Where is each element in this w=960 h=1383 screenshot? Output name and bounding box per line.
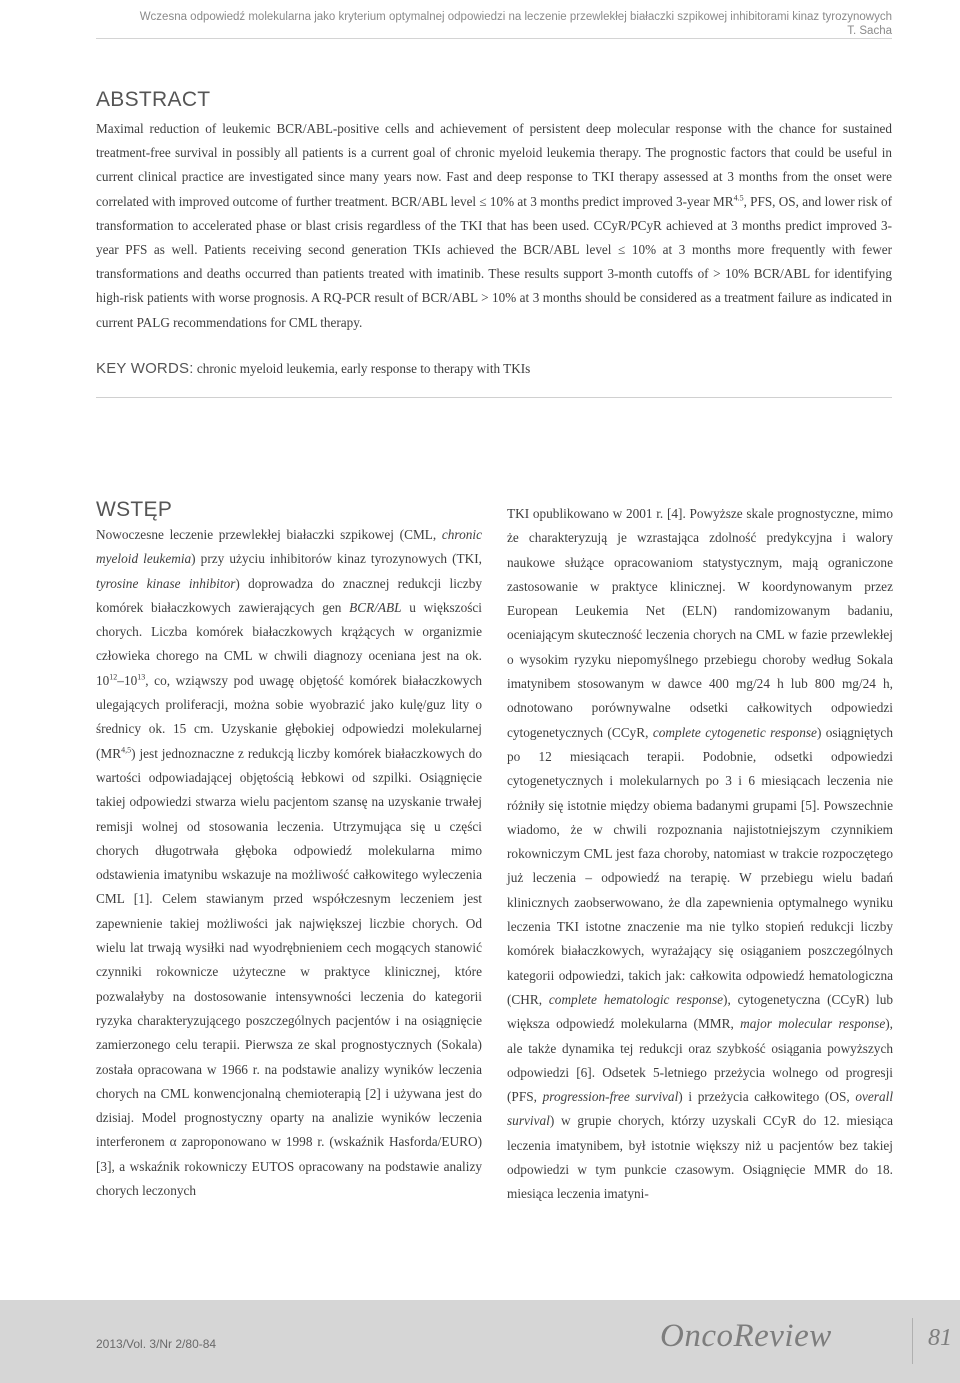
running-title: Wczesna odpowiedź molekularna jako kryterium optymalnej odpowiedzi na leczenie przewlekłej białaczki szpikowej inhibitorami kinaz tyrozynowych [139,11,892,23]
left-italic-3: BCR/ABL [349,599,402,615]
left-text-7: ) jest jednoznaczne z redukcją liczby komórek białaczkowych do wartości odpowiadającej objętością łebkowi od szpilki. Osiągnięcie takiej odpowiedzi stwarza wielu pacjentom szansę na uzyskanie trwałej remisji wolnej od stosowania leczenia. Utrzymująca się u części chorych długotrwała głęboka odpowiedź molekularna mimo odstawienia imatynibu wskazuje na możliwość całkowitego wyleczenia CML [1]. Celem stawianym przed współczesnym leczeniem jest zapewnienie takiej możliwości jak największej liczbie chorych. Od wielu lat trwają wysiłki nad wyodrębnieniem cech mogących stanowić czynniki rokownicze użyteczne w praktyce klinicznej, które pozwalałyby na dostosowanie intensywności leczenia do kategorii ryzyka charakteryzującego poszczególnych pacjentów i na osiągnięcie zamierzonego celu terapii. Pierwsza ze skal prognostycznych (Sokala) została opracowana w 1966 r. na podstawie analizy wyników leczenia chorych na CML konwencjonalną chemioterapią [2] i używana jest do dzisiaj. Model prognostyczny oparty na analizie wyników leczenia interferonem α zaproponowano w 1998 r. (wskaźnik Hasforda/EURO) [3], a wskaźnik rokowniczy EUTOS opracowany na podstawie analizy chorych leczonych [96,745,482,1199]
abstract-part-2: , PFS, OS, and lower risk of transformation to accelerated phase or blast crisis regardless of the TKI that has been used. CCyR/PCyR achieved at 3 months predict improved 3-year PFS as well. Patients receiving second generation TKIs achieved the BCR/ABL level ≤ 10% at 3 months more frequently with fewer transformations and deaths occurred than patients treated with imatinib. These results support 3-month cutoffs of > 10% BCR/ABL for identifying high-risk patients with worse prognosis. A RQ-PCR result of BCR/ABL > 10% at 3 months should be considered as a treatment failure as indicated in current PALG recommendations for CML therapy. [96,193,892,330]
left-text-1: Nowoczesne leczenie przewlekłej białaczki szpikowej (CML, [96,527,442,542]
right-text-5: ) i przeżycia całkowitego (OS, [678,1089,856,1105]
abstract-text [96,117,892,335]
keywords [96,357,892,381]
left-text-5: –10 [117,672,138,688]
intro-heading: WSTĘP [96,498,173,521]
abstract-heading: ABSTRACT [96,88,211,111]
left-text-3: ) doprowadza do znacznej redukcji liczby komórek białaczkowych zawierających gen [96,575,482,615]
intro-left-column [96,523,482,1203]
right-italic-5: overall survival [507,1089,894,1129]
left-text-4: u większości chorych. Liczba komórek białaczkowych krążących w organizmie człowieka chorego na CML w chwili diagnozy oceniana jest na ok. 10 [96,599,482,688]
intro-right-column [507,502,893,1207]
right-text-1: TKI opublikowano w 2001 r. [4]. Powyższe skale prognostyczne, mimo że charakteryzują je wzrastająca zdolność predykcyjna i walory naukowe służące opracowaniom statystycznym, mają ograniczone zastosowanie w praktyce klinicznej. W koordynowanym przez European Leukemia Net (ELN) randomizowanym badaniu, oceniającym skuteczność leczenia chorych na CML w fazie przewlekłej o wysokim ryzyku niepomyślnego przebiegu choroby według Sokala imatynibem stosowanym w dawce 400 mg/24 h lub 800 mg/24 h, odnotowano porównywalne odsetki całkowitych odpowiedzi cytogenetycznych (CCyR, [507,506,893,740]
keywords-text: chronic myeloid leukemia, early response to therapy with TKIs [193,361,531,376]
keywords-label: KEY WORDS: [96,360,194,377]
page-number: 81 [928,1325,952,1351]
left-sup-1: 12 [109,672,118,682]
right-text-3: ), cytogenetyczna (CCyR) lub większa odpowiedź molekularna (MMR, [507,991,893,1032]
running-header [72,10,892,38]
left-text-6: , co, wziąwszy pod uwagę objętość komórek białaczkowych ulegających proliferacji, można sobie wyobrazić jako kulę/guz lity o średnicy ok. 15 cm. Uzyskanie głębokiej odpowiedzi molekularnej (MR [96,672,482,761]
journal-logo: OncoReview [660,1318,832,1354]
right-text-4: ), ale także dynamika tej redukcji oraz szybkość osiągania powyższych odpowiedzi [6]. Odsetek 5-letniego przeżycia wolnego od progresji (PFS, [507,1016,893,1105]
abstract-sup-1: 4.5 [733,193,744,203]
left-text-2: ) przy użyciu inhibitorów kinaz tyrozynowych (TKI, [191,551,482,567]
header-divider [96,38,892,39]
right-italic-1: complete cytogenetic response [652,724,817,740]
left-italic-1: chronic myeloid leukemia [96,527,482,567]
right-italic-4: progression-free survival [542,1089,679,1105]
footer-divider [912,1318,913,1364]
right-text-6: ) w grupie chorych, którzy uzyskali CCyR do 12. miesiąca leczenia imatynibem, był istotnie większy niż u pacjentów bez takiej odpowiedzi w tym punkcie czasowym. Osiągnięcie MMR do 18. miesiąca leczenia imatyni- [507,1113,893,1202]
left-sup-2: 13 [137,672,146,682]
right-italic-2: complete hematologic response [548,991,724,1007]
abstract-part-1: Maximal reduction of leukemic BCR/ABL-positive cells and achievement of persistent deep molecular response with the chance for sustained treatment-free survival in possibly all patients is a current goal of chronic myeloid leukemia therapy. The prognostic factors that could be useful in current clinical practice are investigated since many years now. Fast and deep response to TKI therapy assessed at 3 months from the onset were correlated with improved outcome of further treatment. BCR/ABL level ≤ 10% at 3 months predict improved 3-year MR [96,121,892,209]
right-italic-3: major molecular response [740,1016,886,1032]
left-sup-3: 4,5 [121,745,132,755]
running-author: T. Sacha [847,25,892,37]
left-italic-2: tyrosine kinase inhibitor [96,575,236,591]
right-text-2: ) osiągniętych po 12 miesiącach terapii. Podobnie, odsetki odpowiedzi cytogenetycznych i molekularnych po 3 i 6 miesiącach leczenia nie różniły się istotnie między obiema badanymi grupami [5]. Powszechnie wiadomo, że w chwili rozpoznania najistotniejszym czynnikiem rokowniczym CML jest faza choroby, natomiast w trakcie rozpoczętego już leczenia – odpowiedź na terapię. W przebiegu wielu badań klinicznych zaobserwowano, że dla zapewnienia optymalnego wyniku leczenia TKI istotne znaczenie ma nie tylko stopień redukcji liczby komórek białaczkowych, wyrażający się osiąganiem poszczególnych kategorii odpowiedzi, takich jak: całkowita odpowiedź hematologiczna (CHR, [507,724,893,1007]
footer-issue: 2013/Vol. 3/Nr 2/80-84 [96,1337,217,1351]
abstract-divider [96,397,892,398]
